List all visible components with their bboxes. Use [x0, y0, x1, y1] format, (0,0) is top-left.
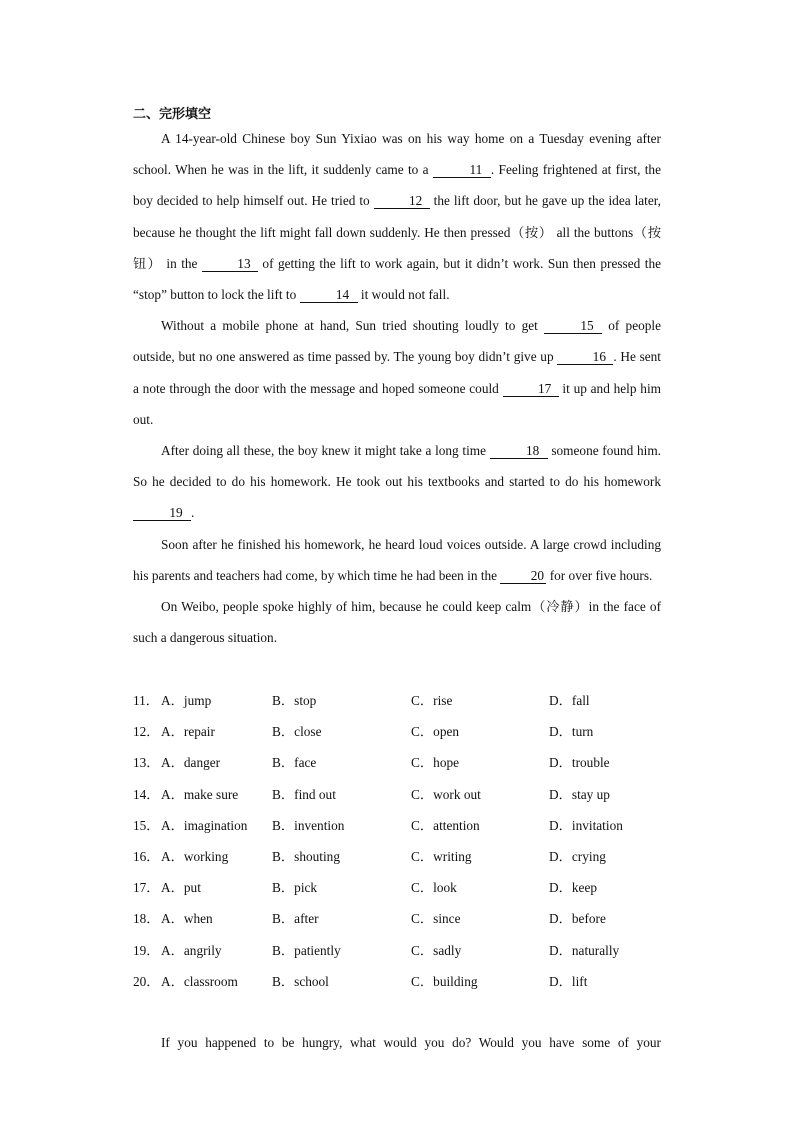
text-segment: . Feeling frightened at first, the boy decided to help himself out. He tried to — [133, 162, 661, 209]
option-c: C．look — [411, 880, 457, 896]
option-c: C．open — [411, 724, 460, 740]
option-c: C．sadly — [411, 942, 462, 958]
paragraph-4 — [133, 529, 661, 591]
blank-11: 11 — [433, 162, 491, 178]
question-number: 16． — [133, 848, 160, 864]
option-b: B．find out — [272, 786, 336, 802]
option-b: B．stop — [272, 693, 317, 708]
question-number: 17． — [133, 880, 160, 896]
text-segment: Soon after he finished his homework, he heard loud voices outside. A large crowd including his parents and teachers had come, by which time he had been in the — [133, 536, 661, 583]
option-row-20 — [133, 966, 693, 997]
text-segment: . He sent a note through the door with the message and hoped someone could — [133, 349, 661, 396]
option-row-15 — [133, 810, 693, 841]
option-row-14 — [133, 779, 693, 810]
question-number: 12． — [133, 724, 160, 740]
option-d: D．turn — [549, 724, 594, 740]
option-d: D．invitation — [549, 817, 623, 833]
option-d: D．keep — [549, 880, 597, 896]
paragraph-3 — [133, 435, 661, 529]
option-b: B．pick — [272, 880, 318, 896]
text-segment: On Weibo, people spoke highly of him, because he could keep calm（冷静）in the face of such a dangerous situation. — [133, 599, 661, 646]
option-row-18 — [133, 903, 693, 934]
question-number: 19． — [133, 942, 160, 958]
paragraph-2 — [133, 310, 661, 435]
option-b: B．patiently — [272, 942, 341, 958]
option-b: B．face — [272, 755, 317, 771]
text-segment: for over five hours. — [546, 567, 653, 583]
option-a: A．danger — [161, 755, 221, 771]
option-a: A．make sure — [161, 786, 239, 802]
text-segment: of getting the lift to work again, but it didn’t work. Sun then pressed the “stop” button to lock the lift to — [133, 255, 661, 303]
option-d: D．stay up — [549, 786, 610, 802]
option-d: D．before — [549, 911, 606, 927]
option-b: B．close — [272, 724, 322, 740]
option-d: D．crying — [549, 848, 606, 864]
option-a: A．repair — [161, 724, 215, 740]
question-number: 14． — [133, 786, 160, 802]
option-row-12 — [133, 716, 693, 747]
option-b: B．after — [272, 911, 319, 927]
option-c: C．building — [411, 973, 478, 989]
blank-13: 13 — [202, 256, 258, 272]
option-row-13 — [133, 747, 693, 778]
blank-14: 14 — [300, 287, 358, 303]
text-segment: A 14-year-old Chinese boy Sun Yixiao was on his way home on a Tuesday evening after school. When he was in the lift, it suddenly came to a — [133, 131, 661, 178]
option-a: A．when — [161, 911, 213, 927]
question-number: 15． — [133, 817, 160, 833]
text-segment: Without a mobile phone at hand, Sun tried shouting loudly to get — [161, 318, 545, 334]
text-segment: someone found him. So he decided to do his homework. He took out his textbooks and started to do his homework — [133, 443, 661, 490]
paragraph-5 — [133, 591, 661, 653]
blank-12: 12 — [374, 193, 430, 209]
option-a: A．imagination — [161, 817, 248, 833]
option-c: C．work out — [411, 786, 481, 802]
question-number: 18． — [133, 911, 160, 927]
option-d: D．lift — [549, 973, 588, 989]
question-number: 13． — [133, 755, 160, 771]
blank-18: 18 — [490, 443, 548, 459]
option-a: A．classroom — [161, 973, 238, 989]
blank-19: 19 — [133, 505, 191, 521]
option-row-16 — [133, 841, 693, 872]
text-segment: the lift door, but he gave up the idea later, because he thought the lift might fall down suddenly. He then pressed（按） all the buttons（按钮） in the — [133, 193, 661, 271]
text-segment: . — [191, 505, 195, 521]
option-c: C．since — [411, 911, 461, 927]
blank-15: 15 — [544, 318, 602, 334]
option-c: C．rise — [411, 693, 453, 708]
cloze-passage — [133, 123, 661, 653]
option-b: B．invention — [272, 817, 345, 833]
option-row-19 — [133, 935, 693, 966]
option-a: A．working — [161, 848, 229, 864]
option-d: D．trouble — [549, 755, 610, 771]
option-row-11 — [133, 685, 693, 716]
blank-20: 20 — [500, 568, 546, 584]
option-a: A．put — [161, 880, 201, 896]
question-number: 11． — [133, 693, 160, 708]
option-a: A．jump — [161, 693, 212, 708]
option-row-17 — [133, 872, 693, 903]
text-segment: After doing all these, the boy knew it might take a long time — [161, 443, 490, 459]
section-title: 二、完形填空 — [133, 107, 212, 122]
next-passage-start: If you happened to be hungry, what would you do? Would you have some of your — [161, 1035, 661, 1050]
blank-16: 16 — [557, 349, 613, 365]
text-segment: it would not fall. — [357, 287, 450, 303]
option-c: C．writing — [411, 848, 472, 864]
option-c: C．attention — [411, 817, 480, 833]
option-d: D．fall — [549, 693, 590, 708]
paragraph-1 — [133, 123, 661, 310]
option-b: B．school — [272, 973, 329, 989]
text-segment: it up and help him out. — [133, 380, 661, 427]
option-c: C．hope — [411, 755, 460, 771]
text-segment: of people outside, but no one answered as time passed by. The young boy didn’t give up — [133, 318, 661, 365]
option-a: A．angrily — [161, 942, 222, 958]
blank-17: 17 — [503, 381, 559, 397]
option-b: B．shouting — [272, 848, 340, 864]
option-d: D．naturally — [549, 942, 620, 958]
question-number: 20． — [133, 973, 160, 989]
answer-options — [133, 685, 693, 997]
